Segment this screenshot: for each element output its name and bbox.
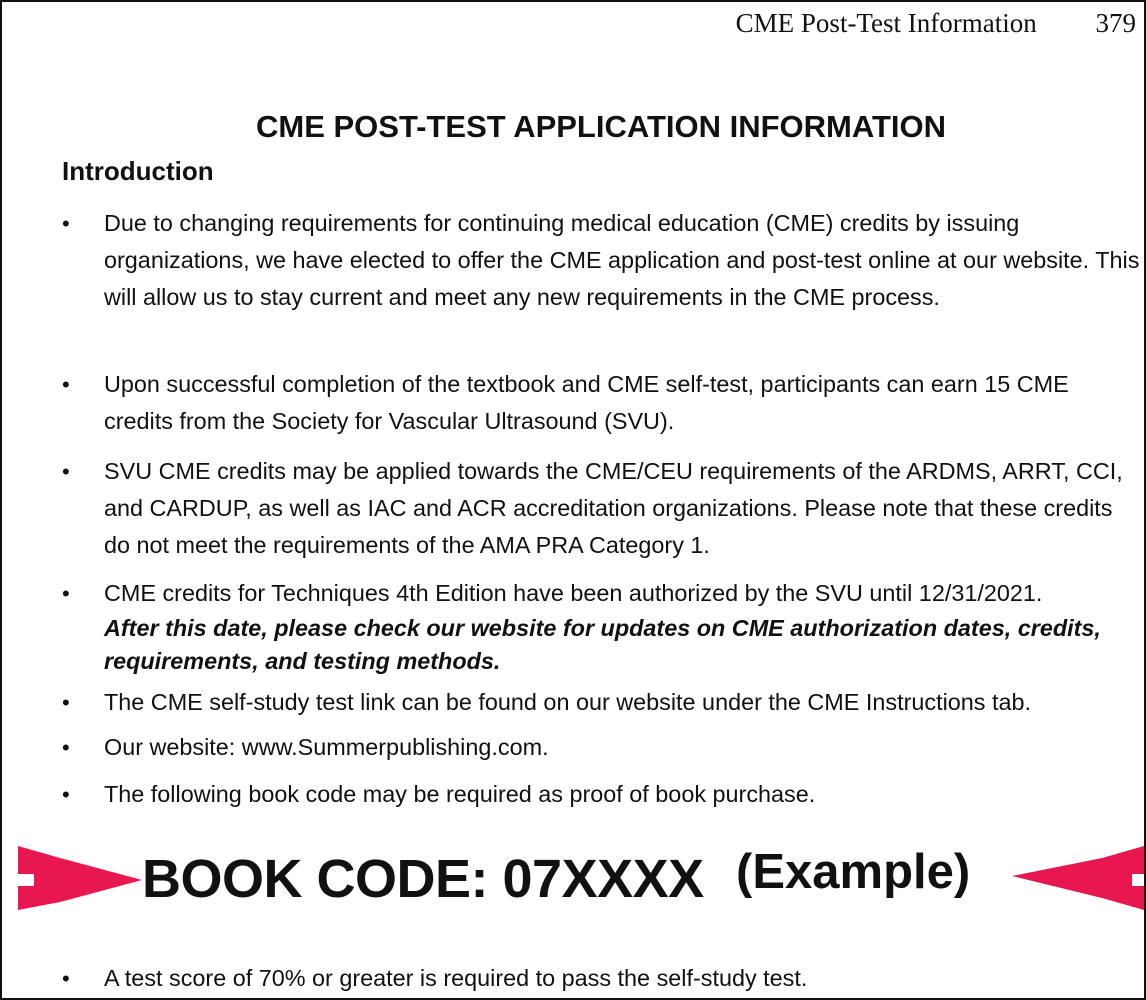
bullet-dot: •: [62, 690, 70, 715]
book-code-row: [0, 840, 1146, 920]
bullet-dot: •: [62, 459, 70, 484]
bullet-dot: •: [62, 372, 70, 397]
running-header-title: CME Post-Test Information: [735, 8, 1037, 38]
bullet-item: [62, 960, 1142, 997]
document-title: CME POST-TEST APPLICATION INFORMATION: [255, 109, 947, 144]
bullet-dot: •: [62, 211, 70, 236]
bullet-item: [62, 205, 1142, 316]
arrow-left-icon: [1012, 844, 1144, 912]
bullet-item: [62, 453, 1142, 564]
arrow-right-icon: [18, 844, 142, 912]
bullet-dot: •: [62, 966, 70, 991]
bullet-dot: •: [62, 735, 70, 760]
bullet-item: [62, 776, 1142, 813]
bullet-text: The following book code may be required as proof of book purchase.: [104, 781, 816, 807]
bullet-text: CME credits for Techniques 4th Edition have been authorized by the SVU until 12/31/2021.: [104, 580, 1043, 606]
section-heading: Introduction: [62, 156, 214, 186]
bullet-text: The CME self-study test link can be found on our website under the CME Instructions tab.: [104, 689, 1031, 715]
bullet-text: Our website: www.Summerpublishing.com.: [104, 734, 549, 760]
bullet-item: [62, 575, 1142, 678]
bullet-item: [62, 366, 1142, 440]
bullet-dot: •: [62, 581, 70, 606]
page-number: 379: [1095, 8, 1136, 38]
bullet-text: Upon successful completion of the textbook and CME self-test, participants can earn 15 CME credits from the Society for Vascular Ultrasound (SVU).: [104, 371, 1069, 434]
bullet-text-group: [104, 575, 1142, 678]
bullet-item: [62, 729, 1142, 766]
bullet-text: Due to changing requirements for continuing medical education (CME) credits by issuing organizations, we have elected to offer the CME application and post-test online at our website. This will allow us to stay current and meet any new requirements in the CME process.: [104, 210, 1140, 310]
bullet-emphasis-text: After this date, please check our website for updates on CME authorization dates, credits, requirements, and testing methods.: [104, 615, 1101, 674]
bullet-text: SVU CME credits may be applied towards the CME/CEU requirements of the ARDMS, ARRT, CCI, and CARDUP, as well as IAC and ACR accreditation organizations. Please note that these credits do not meet the requirements of the AMA PRA Category 1.: [104, 458, 1123, 558]
bullet-dot: •: [62, 782, 70, 807]
book-code-label: BOOK CODE: 07XXXX: [142, 849, 704, 909]
bullet-item: [62, 684, 1142, 721]
book-code-example-note: (Example): [736, 845, 971, 899]
bullet-text: A test score of 70% or greater is required to pass the self-study test.: [104, 965, 808, 991]
running-header: [736, 8, 1136, 39]
